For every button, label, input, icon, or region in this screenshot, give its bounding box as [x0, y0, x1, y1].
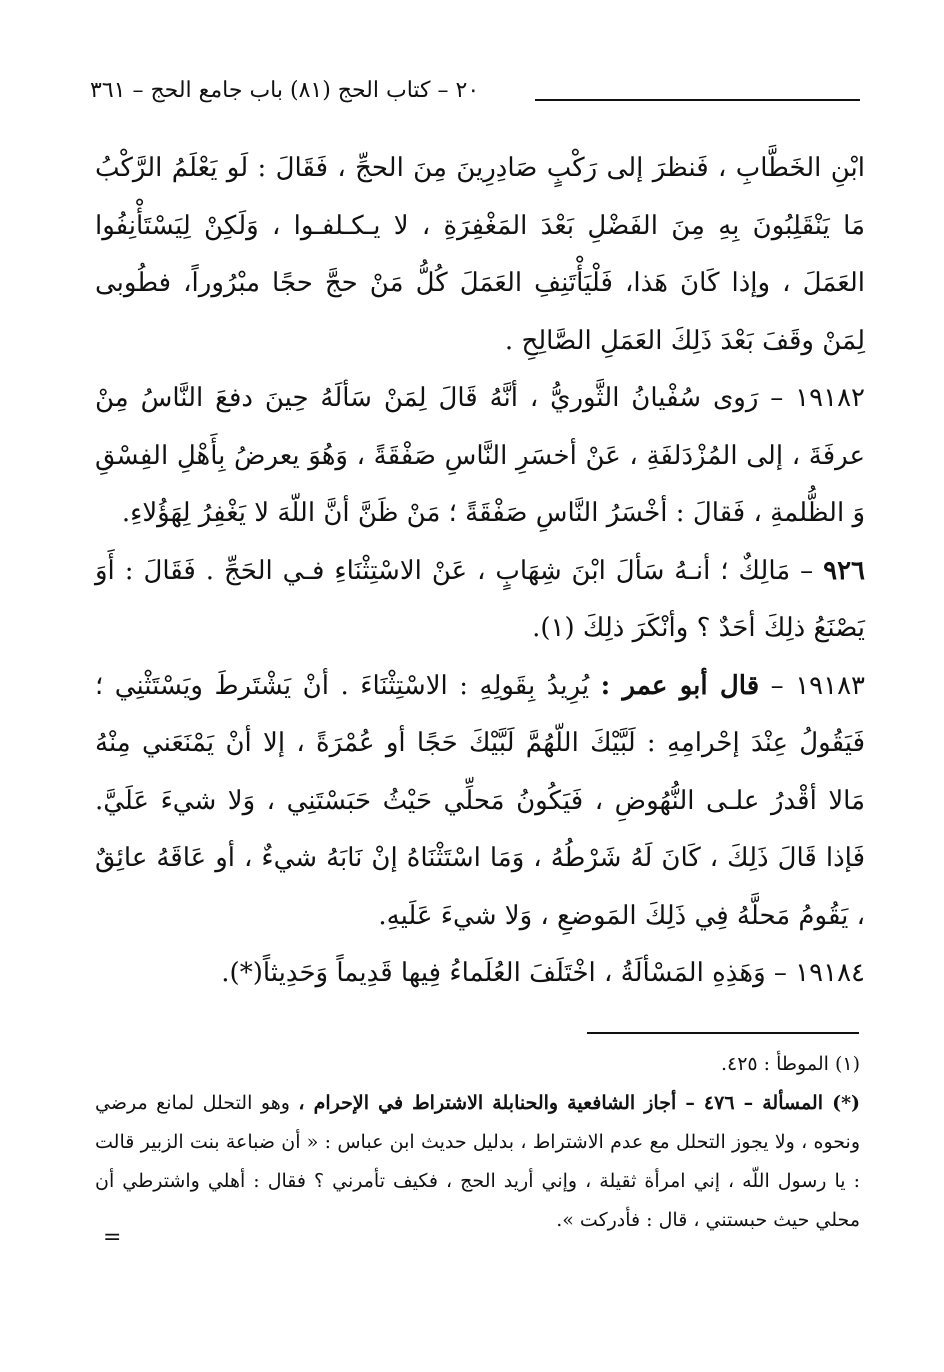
header-rule: [535, 99, 860, 101]
footnotes: [95, 1045, 860, 1240]
continuation-mark: =: [103, 1225, 122, 1250]
footnote-star: [95, 1084, 860, 1240]
paragraph-number: ١٩١٨٣: [795, 670, 866, 701]
paragraph-number: ١٩١٨٢: [795, 383, 865, 413]
paragraph-continuation: [95, 140, 865, 370]
paragraph-text: رَوى سُفْيانُ الثَّوريُّ ، أنَّهُ قَالَ لِمَنْ سَألَهُ حِينَ دفعَ النَّاسُ مِنْ عرفَةَ ، إلى المُزْدَلفَةِ ، عَنْ أخسَرِ النَّاسِ صَفْقَةً ، وَهُوَ يعرضُ بِأَهْلِ الفِسْقِ وَ الظُّلمةِ ، فَقالَ : أخْسَرُ النَّاسِ صَفْقَةً ؛ مَنْ ظَنَّ أنَّ اللّهَ لا يَغْفِرُ لِهَؤُلاءِ.: [95, 383, 865, 528]
footnote-lead: (*) المسألة – ٤٧٦ – أجاز الشافعية والحنابلة الاشتراط في الإحرام ،: [298, 1092, 860, 1114]
paragraph-text: ابْنِ الخَطَّابِ ، فَنظرَ إلى رَكْبٍ صَادِرِينَ مِنَ الحجِّ ، فَقَالَ : لَو يَعْلَمُ الرَّكْبُ مَا يَنْقَلِبُونَ بِهِ مِنَ الفَضْلِ بَعْدَ المَغْفِرَةِ ، لا يـكـلفـوا ، وَلَكِنْ لِيَسْتَأْنِفُوا العَمَلَ ، وإذا كَانَ هَذا، فَلْيَأْتَنِفِ العَمَلَ كُلُّ مَنْ حجَّ حجًا مبْرُوراً، فطُوبى لِمَنْ وقَفَ بَعْدَ ذَلِكَ العَمَلِ الصَّالِحِ .: [95, 153, 865, 356]
footnote-text: (١) الموطأ : ٤٢٥.: [720, 1053, 860, 1075]
footnote-text: وهو التحلل لمانع مرضي ونحوه ، ولا يجوز التحلل مع عدم الاشتراط ، بدليل حديث ابن عباس : « أن ضباعة بنت الزبير قالت : يا رسول اللّه ، إني امرأة ثقيلة ، وإني أريد الحج ، فكيف تأمرني ؟ فقال : أهلي واشترطي أن محلي حيث حبستني ، قال : فأدركت ».: [95, 1092, 860, 1231]
paragraph-text: مَالِكٌ ؛ أنـهُ سَألَ ابْنَ شِهَابٍ ، عَنْ الاسْتِثْنَاءِ فـي الحَجِّ . فَقَالَ : أَوَ يَصْنَعُ ذلِكَ أحَدٌ ؟ وأنْكَرَ ذلِكَ (١).: [95, 555, 865, 643]
paragraph-19183: ١٩١٨٣ – قال أبو عمر : يُرِيدُ بِقَولِهِ : الاسْتِثْنَاءَ . أنْ يَشْتَرطَ ويَسْتَثْنِي ؛ فَيَقُولُ عِنْدَ إحْرامِهِ : لَبَّيْكَ اللّهُمَّ لَبَّيْكَ حَجًا أو عُمْرَةً ، إلا أنْ يَمْنَعَني مِنْهُ مَالا أقْدرُ علـى النُّهُوضِ ، فَيَكُونُ مَحلِّي حَيْثُ حَبَسْتَنِي ، وَلا شيءَ عَلَيَّ. فَإذا قَالَ ذَلِكَ ، كَانَ لَهُ شَرْطُهُ ، وَمَا اسْتَثْنَاهُ إنْ نَابَهُ شيءٌ ، أو عَاقَهُ عائِقٌ ، يَقُومُ مَحلَّهُ فِي ذَلِكَ المَوضعِ ، وَلا شيءَ عَلَيهِ.: [95, 670, 866, 931]
paragraph-19184: ١٩١٨٤ – وَهَذِهِ المَسْألَةُ ، اخْتَلَفَ العُلَماءُ فِيها قَدِيماً وَحَدِيثاً(*).: [221, 958, 865, 988]
main-text: [95, 140, 865, 1003]
running-title: ٢٠ – كتاب الحج (٨١) باب جامع الحج – ٣٦١: [90, 78, 480, 103]
speaker-lead: قال أبو عمر :: [600, 670, 760, 701]
paragraph-text: يُرِيدُ بِقَولِهِ : الاسْتِثْنَاءَ . أنْ يَشْتَرطَ ويَسْتَثْنِي ؛ فَيَقُولُ عِنْدَ إحْرامِهِ : لَبَّيْكَ اللّهُمَّ لَبَّيْكَ حَجًا أو عُمْرَةً ، إلا أنْ يَمْنَعَني مِنْهُ مَالا أقْدرُ علـى النُّهُوضِ ، فَيَكُونُ مَحلِّي حَيْثُ حَبَسْتَنِي ، وَلا شيءَ عَلَيَّ. فَإذا قَالَ ذَلِكَ ، كَانَ لَهُ شَرْطُهُ ، وَمَا اسْتَثْنَاهُ إنْ نَابَهُ شيءٌ ، أو عَاقَهُ عائِقٌ ، يَقُومُ مَحلَّهُ فِي ذَلِكَ المَوضعِ ، وَلا شيءَ عَلَيهِ.: [95, 670, 865, 931]
footnote-1: [95, 1045, 860, 1084]
paragraph-19182: ١٩١٨٢ – رَوى سُفْيانُ الثَّوريُّ ، أنَّهُ قَالَ لِمَنْ سَألَهُ حِينَ دفعَ النَّاسُ مِنْ عرفَةَ ، إلى المُزْدَلفَةِ ، عَنْ أخسَرِ النَّاسِ صَفْقَةً ، وَهُوَ يعرضُ بِأَهْلِ الفِسْقِ وَ الظُّلمةِ ، فَقالَ : أخْسَرُ النَّاسِ صَفْقَةً ؛ مَنْ ظَنَّ أنَّ اللّهَ لا يَغْفِرُ لِهَؤُلاءِ.: [95, 383, 865, 528]
footnote-rule: [587, 1032, 859, 1034]
paragraph-926: ٩٢٦ – مَالِكٌ ؛ أنـهُ سَألَ ابْنَ شِهَابٍ ، عَنْ الاسْتِثْنَاءِ فـي الحَجِّ . فَقَالَ : أَوَ يَصْنَعُ ذلِكَ أحَدٌ ؟ وأنْكَرَ ذلِكَ (١).: [95, 555, 866, 643]
paragraph-number: ١٩١٨٤: [795, 958, 865, 988]
hadith-number: ٩٢٦: [823, 555, 866, 586]
page-header: [90, 72, 860, 112]
paragraph-text: وَهَذِهِ المَسْألَةُ ، اخْتَلَفَ العُلَماءُ فِيها قَدِيماً وَحَدِيثاً(*).: [221, 958, 766, 988]
